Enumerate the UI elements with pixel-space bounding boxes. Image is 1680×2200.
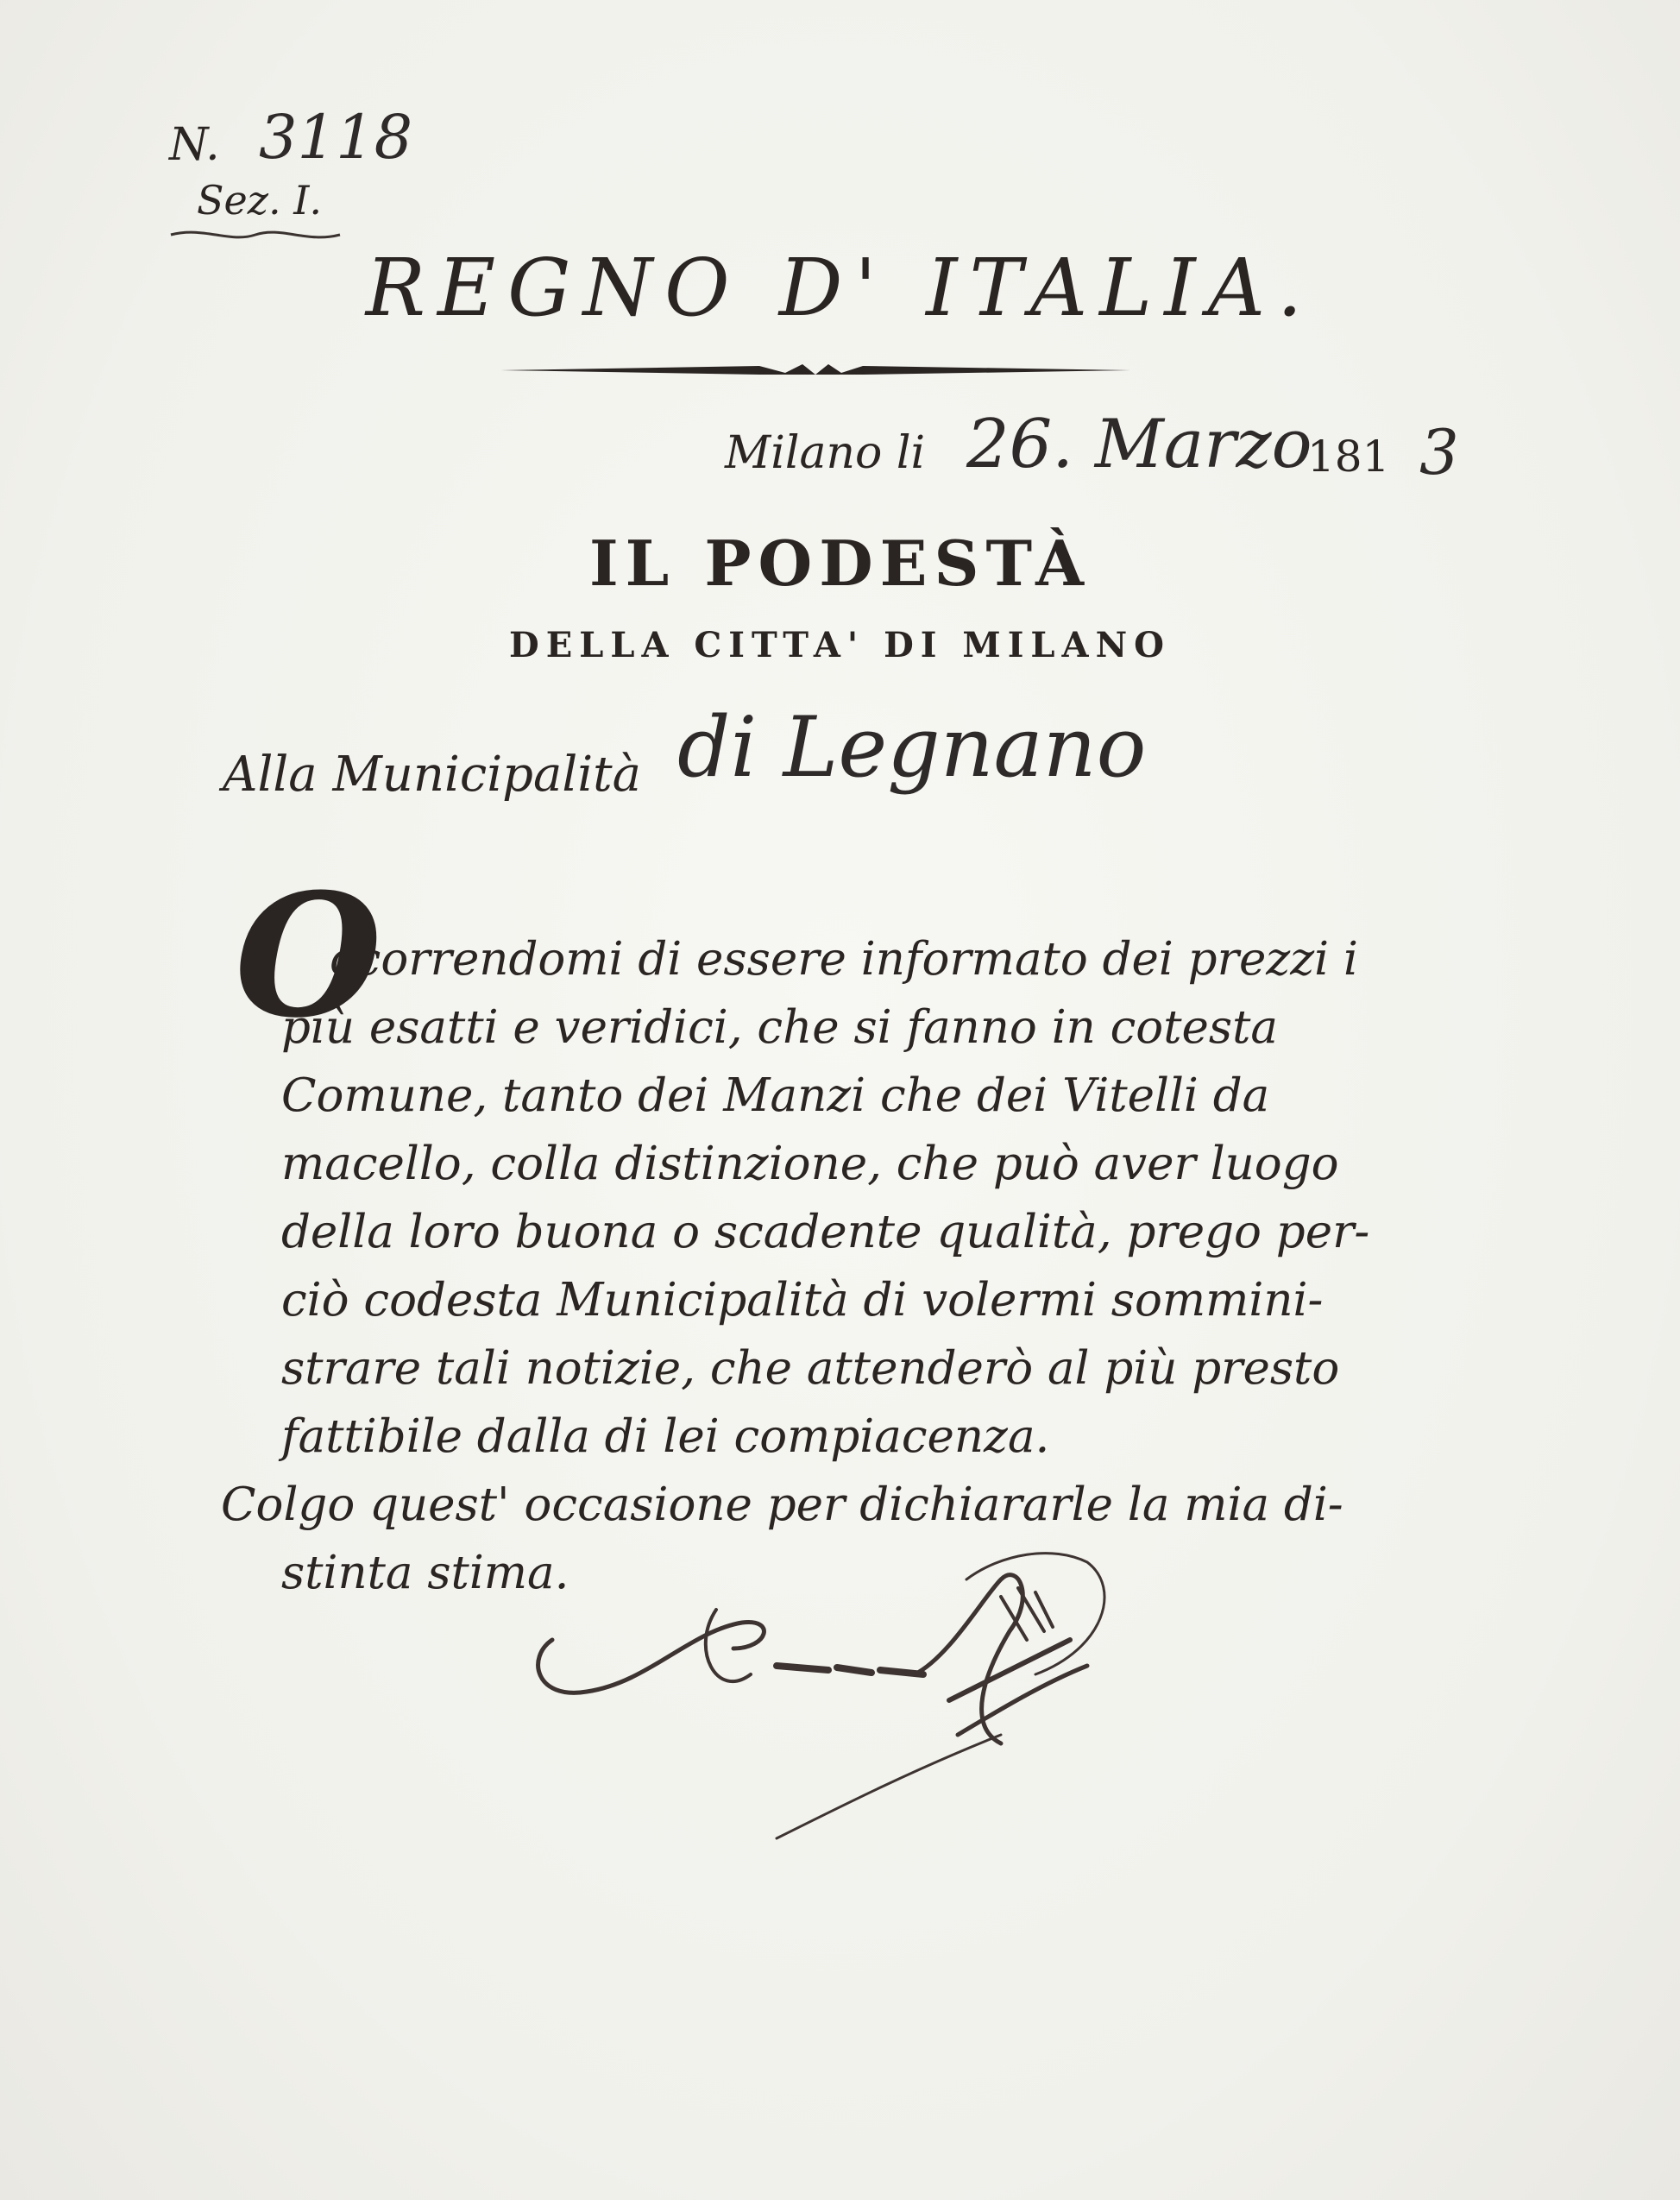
year-handwritten: 3 [1419,416,1459,489]
body-line: Comune, tanto dei Manzi che dei Vitelli da [281,1069,1270,1122]
kingdom-title: REGNO D' ITALIA. [365,242,1315,334]
body-line: fattibile dalla di lei compiacenza. [281,1410,1050,1463]
addressee-label: Alla Municipalità [223,747,642,803]
year-printed: 181 [1307,432,1390,482]
drop-cap: O [235,857,382,1056]
body-line: più esatti e veridici, che si fanno in cotesta [281,1001,1278,1054]
closing-line: stinta stima. [281,1547,569,1599]
body-line: strare tali notizie, che attenderò al più presto [281,1342,1340,1395]
authority-subtitle: DELLA CITTA' DI MILANO [509,625,1171,665]
closing-line: Colgo quest' occasione per dichiararle la mia di- [221,1478,1343,1531]
protocol-number-handwritten: 3118 [259,102,413,173]
body-line: macello, colla distinzione, che può aver luogo [281,1138,1339,1190]
number-label: N. [169,119,220,171]
section-label: Sez. I. [197,177,323,224]
body-line: ciò codesta Municipalità di volermi sommini- [281,1274,1324,1327]
authority-title: IL PODESTÀ [588,526,1092,600]
signature-mark [518,1528,1173,1847]
addressee-handwritten: di Legnano [677,699,1147,796]
body-line: ccorrendomi di essere informato dei prezzi i [330,933,1358,986]
title-rule [500,359,1130,381]
section-flourish [169,226,342,243]
body-line: della loro buona o scadente qualità, prego per- [281,1206,1370,1258]
dateline-place: Milano li [725,427,926,479]
date-handwritten: 26. Marzo [966,406,1312,483]
